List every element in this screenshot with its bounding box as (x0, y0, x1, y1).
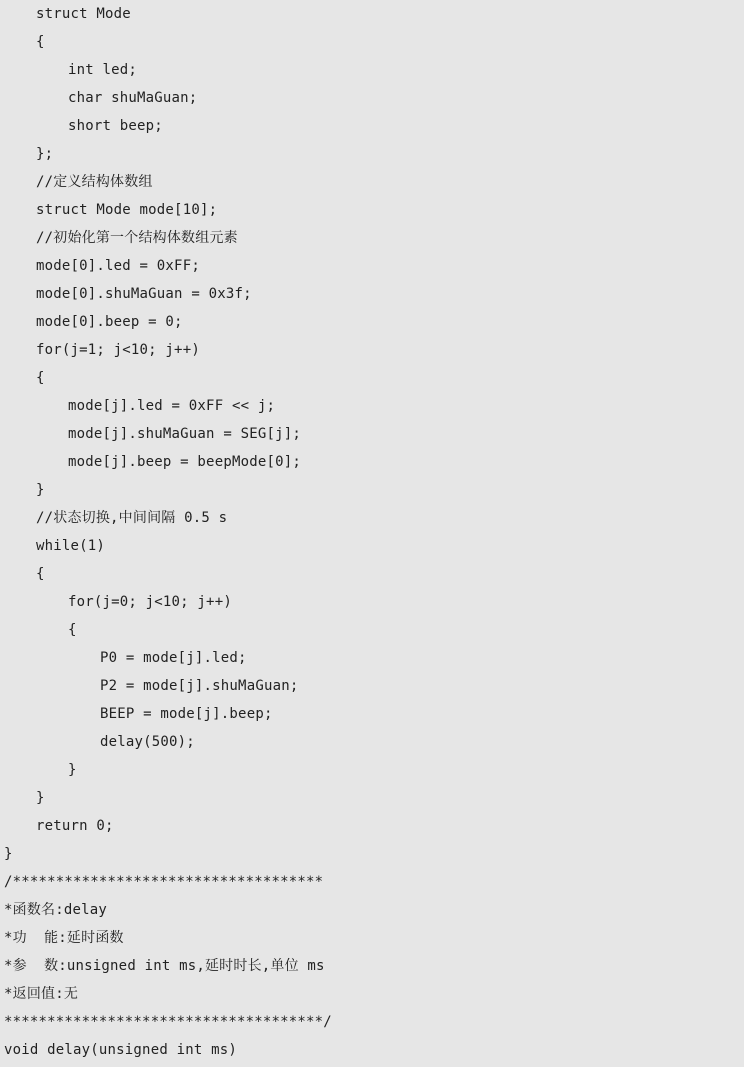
code-line: for(j=1; j<10; j++) (36, 342, 200, 358)
code-comment: /************************************ (4, 874, 324, 890)
code-line: short beep; (68, 118, 163, 134)
code-comment: *参 数:unsigned int ms,延时时长,单位 ms (4, 958, 325, 974)
code-comment: *函数名:delay (4, 902, 108, 918)
code-line: mode[j].beep = beepMode[0]; (68, 454, 301, 470)
code-line: for(j=0; j<10; j++) (68, 594, 232, 610)
code-line: mode[0].led = 0xFF; (36, 258, 200, 274)
code-line: mode[0].beep = 0; (36, 314, 183, 330)
code-line: struct Mode mode[10]; (36, 202, 218, 218)
code-comment: //定义结构体数组 (36, 174, 153, 190)
code-line: } (68, 762, 77, 778)
code-line: P0 = mode[j].led; (100, 650, 247, 666)
code-line: return 0; (36, 818, 114, 834)
code-comment: //初始化第一个结构体数组元素 (36, 230, 238, 246)
code-line: struct Mode (36, 6, 131, 22)
code-line: { (36, 566, 45, 582)
code-line: delay(500); (100, 734, 195, 750)
code-line: mode[0].shuMaGuan = 0x3f; (36, 286, 252, 302)
code-line: char shuMaGuan; (68, 90, 198, 106)
code-line: P2 = mode[j].shuMaGuan; (100, 678, 299, 694)
code-line: mode[j].shuMaGuan = SEG[j]; (68, 426, 301, 442)
code-line: } (36, 790, 45, 806)
code-line: { (68, 622, 77, 638)
code-line: mode[j].led = 0xFF << j; (68, 398, 276, 414)
code-line: void delay(unsigned int ms) (4, 1042, 237, 1058)
code-line: } (36, 482, 45, 498)
code-line: }; (36, 146, 54, 162)
code-line: { (36, 34, 45, 50)
code-comment: *************************************/ (4, 1014, 332, 1030)
code-line: BEEP = mode[j].beep; (100, 706, 273, 722)
code-comment: *返回值:无 (4, 986, 79, 1002)
code-line: while(1) (36, 538, 106, 554)
code-comment: //状态切换,中间间隔 0.5 s (36, 510, 228, 526)
code-line: int led; (68, 62, 138, 78)
code-line: } (4, 846, 13, 862)
code-comment: *功 能:延时函数 (4, 930, 124, 946)
code-line: { (36, 370, 45, 386)
